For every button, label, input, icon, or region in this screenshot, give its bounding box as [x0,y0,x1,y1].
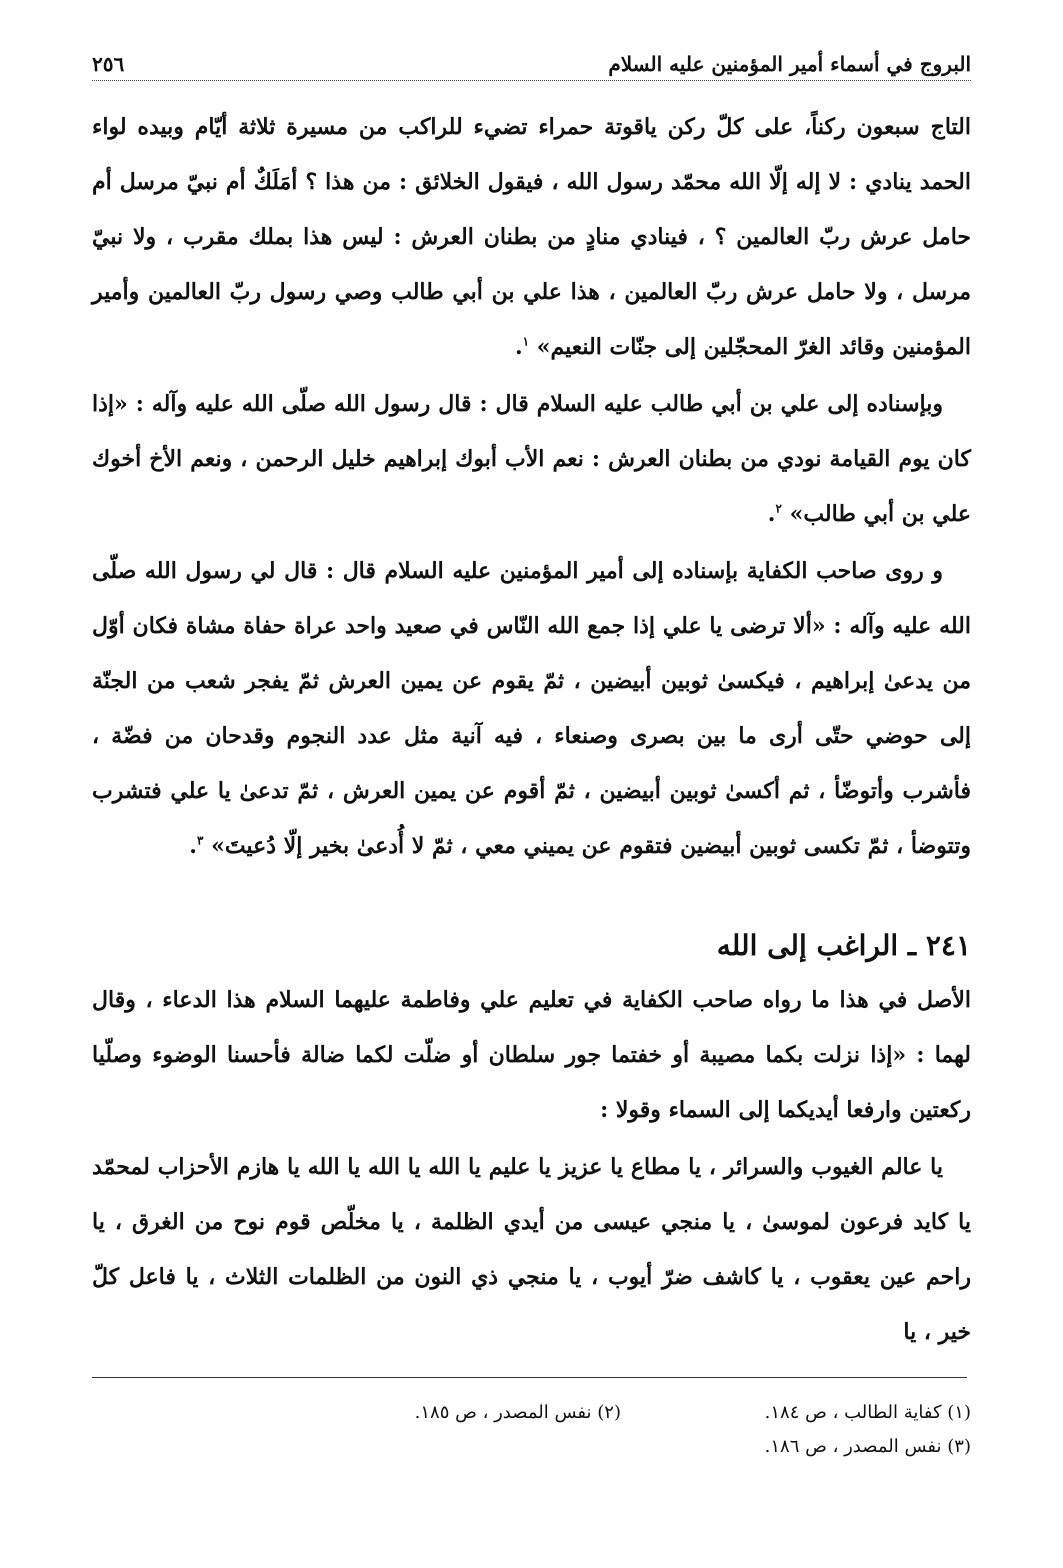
paragraph-1: التاج سبعون ركناً، على كلّ ركن ياقوتة حمراء تضيء للراكب من مسيرة ثلاثة أيّام وبيده لواء الحمد ينادي : لا إله إلّا الله محمّد رسول الله ، فيقول الخلائق : من هذا ؟ أمَلَكٌ أم نبيّ مرسل أم حامل عرش ربّ العالمين ؟ ، فينادي منادٍ من بطنان العرش : ليس هذا بملك مقرب ، ولا نبيّ مرسل ، ولا حامل عرش ربّ العالمين ، هذا علي بن أبي طالب وصي رسول ربّ العالمين وأمير المؤمنين وقائد الغرّ المحجّلين إلى جنّات النعيم» $^١$. [92,114,971,360]
footnote-row [271,1430,971,1464]
body-text [92,100,971,1362]
page-header [92,40,971,81]
footnote-1: (١) كفاية الطالب ، ص ١٨٤. [764,1402,971,1423]
section-heading: ٢٤١ ـ الراغب إلى الله [716,929,971,962]
footnote-ref-2: ٢ [775,501,782,516]
footnote-ref-1: ١ [522,334,530,349]
section-paragraph-1: الأصل في هذا ما رواه صاحب الكفاية في تعليم علي وفاطمة عليهما السلام هذا الدعاء ، وقال لهما : «إذا نزلت بكما مصيبة أو خفتما جور سلطان أو ضلّت لكما ضالة فأحسنا الوضوء وصلّيا ركعتين وارفعا أيديكما إلى السماء وقولا : [92,987,971,1123]
footnote-row [271,1396,971,1430]
footnote-2: (٢) نفس المصدر ، ص ١٨٥. [414,1402,621,1423]
page-number: ٢٥٦ [92,52,125,76]
footnote-divider [92,1377,967,1378]
running-title: البروج في أسماء أمير المؤمنين عليه السلام [608,52,971,76]
footnote-ref-3: ٣ [196,833,204,848]
paragraph-2: وبإسناده إلى علي بن أبي طالب عليه السلام قال : قال رسول الله صلّى الله عليه وآله : «إذا كان يوم القيامة نودي من بطنان العرش : نعم الأب أبوك إبراهيم خليل الرحمن ، ونعم الأخ أخوك علي بن أبي طالب» $^٢$. [92,391,971,527]
footnote-3: (٣) نفس المصدر ، ص ١٨٦. [764,1436,971,1457]
section-paragraph-2: يا عالم الغيوب والسرائر ، يا مطاع يا عزيز يا عليم يا الله يا الله يا الله يا هازم الأحزاب لمحمّد يا كايد فرعون لموسىٰ ، يا منجي عيسى من أيدي الظلمة ، يا مخلّص قوم نوح من الغرق ، يا راحم عين يعقوب ، يا كاشف ضرّ أيوب ، يا منجي ذي النون من الظلمات الثلاث ، يا فاعل كلّ خير ، يا [92,1154,971,1345]
paragraph-3: و روى صاحب الكفاية بإسناده إلى أمير المؤمنين عليه السلام قال : قال لي رسول الله صلّى الله عليه وآله : «ألا ترضى يا علي إذا جمع الله النّاس في صعيد واحد عراة حفاة مشاة فكان أوّل من يدعىٰ إبراهيم ، فيكسىٰ ثوبين أبيضين ، ثمّ يقوم عن يمين العرش ثمّ يفجر شعب من الجنّة إلى حوضي حتّى أرى ما بين بصرى وصنعاء ، فيه آنية مثل عدد النجوم وقدحان من فضّة ، فأشرب وأتوضّأ ، ثم أكسىٰ ثوبين أبيضين ، ثمّ أقوم عن يمين العرش ، ثمّ تدعىٰ يا علي فتشرب وتتوضأ ، ثمّ تكسى ثوبين أبيضين فتقوم عن يميني معي ، ثمّ لا أُدعىٰ بخير إلّا دُعيتَ» $^٣$. [92,558,971,859]
footnotes [271,1396,971,1464]
